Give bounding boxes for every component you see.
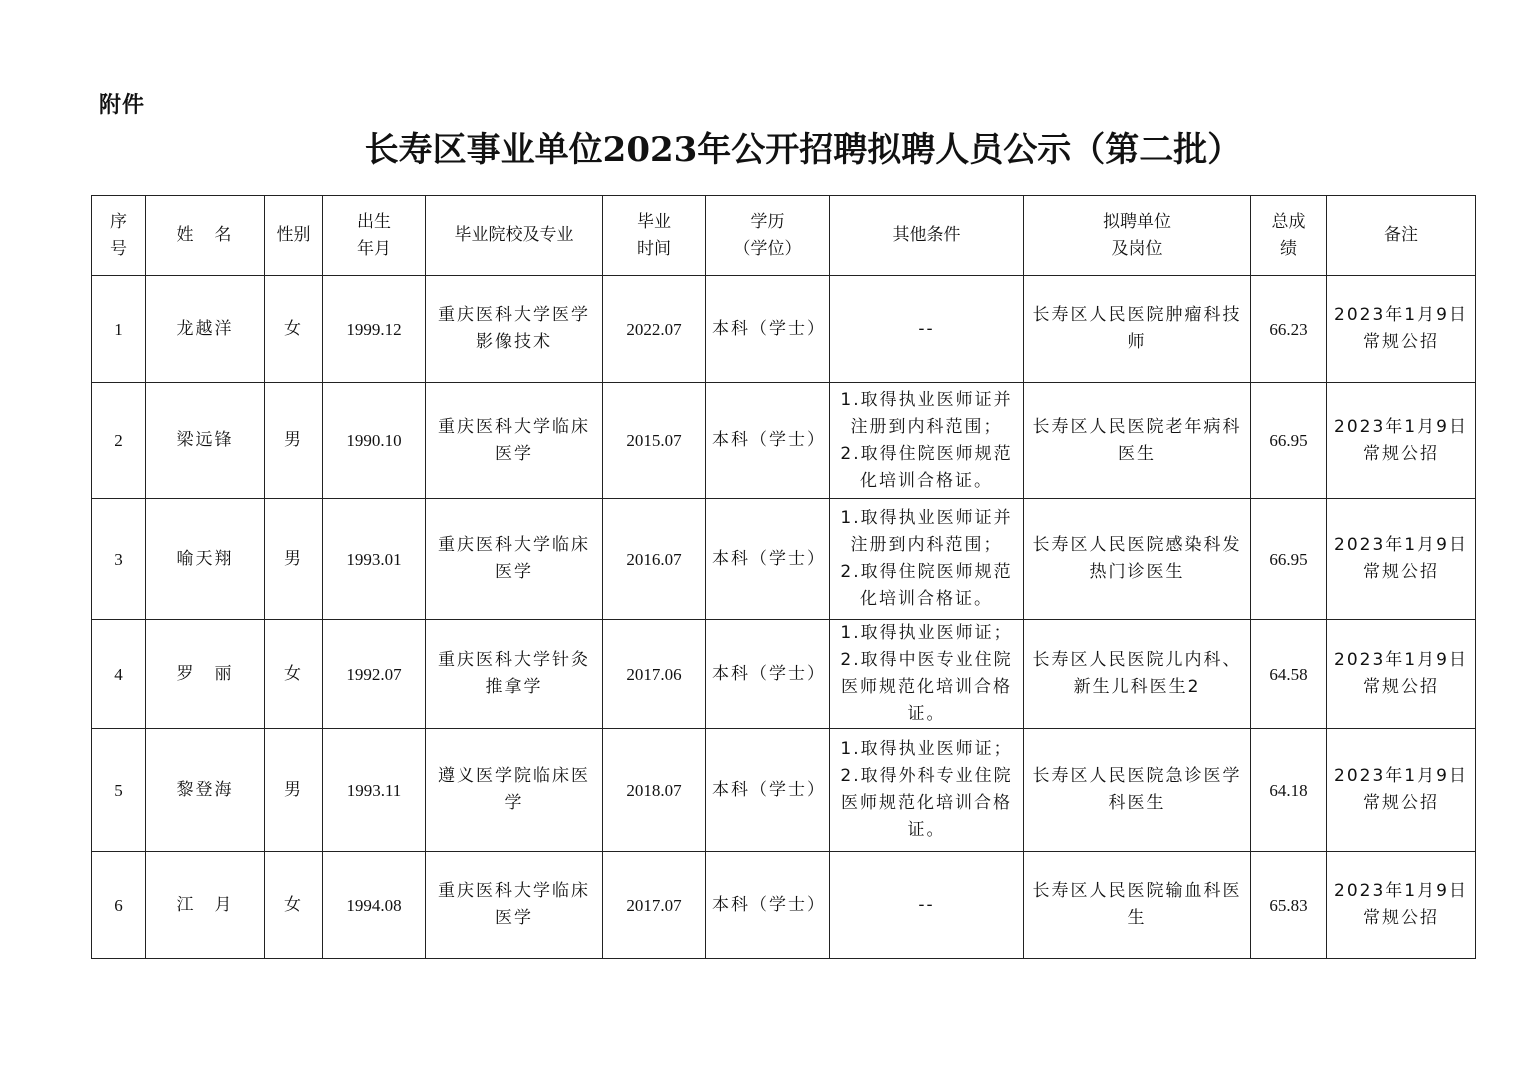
cell-grad-time: 2016.07 [603, 499, 706, 620]
cell-birth: 1999.12 [323, 276, 426, 383]
table-row [92, 620, 1476, 729]
cell-grad-time: 2017.07 [603, 852, 706, 959]
cell-remark: 2023年1月9日常规公招 [1327, 383, 1476, 499]
cell-score: 64.18 [1251, 729, 1327, 852]
cell-seq: 4 [92, 620, 146, 729]
cell-remark: 2023年1月9日常规公招 [1327, 276, 1476, 383]
cell-unit-post: 长寿区人民医院急诊医学科医生 [1024, 729, 1251, 852]
cell-remark: 2023年1月9日常规公招 [1327, 620, 1476, 729]
cell-unit-post: 长寿区人民医院感染科发热门诊医生 [1024, 499, 1251, 620]
cell-other-conditions: 1.取得执业医师证并注册到内科范围； 2.取得住院医师规范化培训合格证。 [830, 383, 1024, 499]
cell-birth: 1994.08 [323, 852, 426, 959]
cell-grad-time: 2017.06 [603, 620, 706, 729]
table-row [92, 499, 1476, 620]
cell-name: 龙越洋 [146, 276, 265, 383]
cell-school-major: 重庆医科大学临床医学 [426, 852, 603, 959]
cell-degree: 本科（学士） [706, 499, 830, 620]
cell-birth: 1992.07 [323, 620, 426, 729]
cell-gender: 女 [265, 276, 323, 383]
header-gender: 性别 [265, 196, 323, 276]
cell-seq: 6 [92, 852, 146, 959]
cell-degree: 本科（学士） [706, 729, 830, 852]
table-row [92, 729, 1476, 852]
cell-gender: 女 [265, 620, 323, 729]
header-remark: 备注 [1327, 196, 1476, 276]
cell-seq: 5 [92, 729, 146, 852]
cell-score: 66.95 [1251, 383, 1327, 499]
header-school-major: 毕业院校及专业 [426, 196, 603, 276]
cell-remark: 2023年1月9日常规公招 [1327, 499, 1476, 620]
cell-score: 66.23 [1251, 276, 1327, 383]
cell-birth: 1993.01 [323, 499, 426, 620]
cell-score: 64.58 [1251, 620, 1327, 729]
cell-grad-time: 2015.07 [603, 383, 706, 499]
cell-name: 罗 丽 [146, 620, 265, 729]
cell-remark: 2023年1月9日常规公招 [1327, 852, 1476, 959]
cell-unit-post: 长寿区人民医院肿瘤科技师 [1024, 276, 1251, 383]
cell-grad-time: 2022.07 [603, 276, 706, 383]
cell-other-conditions: 1.取得执业医师证并注册到内科范围； 2.取得住院医师规范化培训合格证。 [830, 499, 1024, 620]
cell-gender: 男 [265, 499, 323, 620]
header-grad-time: 毕业 时间 [603, 196, 706, 276]
cell-seq: 1 [92, 276, 146, 383]
cell-other-conditions: -- [830, 852, 1024, 959]
header-seq: 序 号 [92, 196, 146, 276]
cell-name: 梁远锋 [146, 383, 265, 499]
header-birth: 出生 年月 [323, 196, 426, 276]
cell-school-major: 重庆医科大学医学影像技术 [426, 276, 603, 383]
cell-birth: 1993.11 [323, 729, 426, 852]
cell-name: 黎登海 [146, 729, 265, 852]
page-title: 长寿区事业单位2023年公开招聘拟聘人员公示（第二批） [364, 130, 1242, 170]
cell-school-major: 重庆医科大学临床医学 [426, 499, 603, 620]
table-header-row [92, 196, 1476, 276]
table-row [92, 276, 1476, 383]
cell-degree: 本科（学士） [706, 852, 830, 959]
header-score: 总成 绩 [1251, 196, 1327, 276]
table-row [92, 383, 1476, 499]
cell-gender: 男 [265, 383, 323, 499]
cell-seq: 2 [92, 383, 146, 499]
cell-score: 65.83 [1251, 852, 1327, 959]
cell-unit-post: 长寿区人民医院儿内科、新生儿科医生2 [1024, 620, 1251, 729]
header-unit-post: 拟聘单位 及岗位 [1024, 196, 1251, 276]
cell-other-conditions: -- [830, 276, 1024, 383]
cell-unit-post: 长寿区人民医院老年病科医生 [1024, 383, 1251, 499]
cell-school-major: 重庆医科大学临床医学 [426, 383, 603, 499]
cell-degree: 本科（学士） [706, 276, 830, 383]
attachment-label: 附件 [99, 93, 146, 118]
header-degree: 学历 （学位） [706, 196, 830, 276]
cell-remark: 2023年1月9日常规公招 [1327, 729, 1476, 852]
cell-name: 江 月 [146, 852, 265, 959]
cell-degree: 本科（学士） [706, 383, 830, 499]
cell-gender: 女 [265, 852, 323, 959]
header-name: 姓 名 [146, 196, 265, 276]
cell-unit-post: 长寿区人民医院输血科医生 [1024, 852, 1251, 959]
cell-grad-time: 2018.07 [603, 729, 706, 852]
cell-name: 喻天翔 [146, 499, 265, 620]
cell-degree: 本科（学士） [706, 620, 830, 729]
table-row [92, 852, 1476, 959]
cell-other-conditions: 1.取得执业医师证； 2.取得中医专业住院医师规范化培训合格证。 [830, 620, 1024, 729]
personnel-table [91, 195, 1476, 959]
cell-seq: 3 [92, 499, 146, 620]
cell-gender: 男 [265, 729, 323, 852]
header-other-conditions: 其他条件 [830, 196, 1024, 276]
cell-school-major: 重庆医科大学针灸推拿学 [426, 620, 603, 729]
cell-other-conditions: 1.取得执业医师证； 2.取得外科专业住院医师规范化培训合格证。 [830, 729, 1024, 852]
cell-birth: 1990.10 [323, 383, 426, 499]
cell-school-major: 遵义医学院临床医学 [426, 729, 603, 852]
cell-score: 66.95 [1251, 499, 1327, 620]
